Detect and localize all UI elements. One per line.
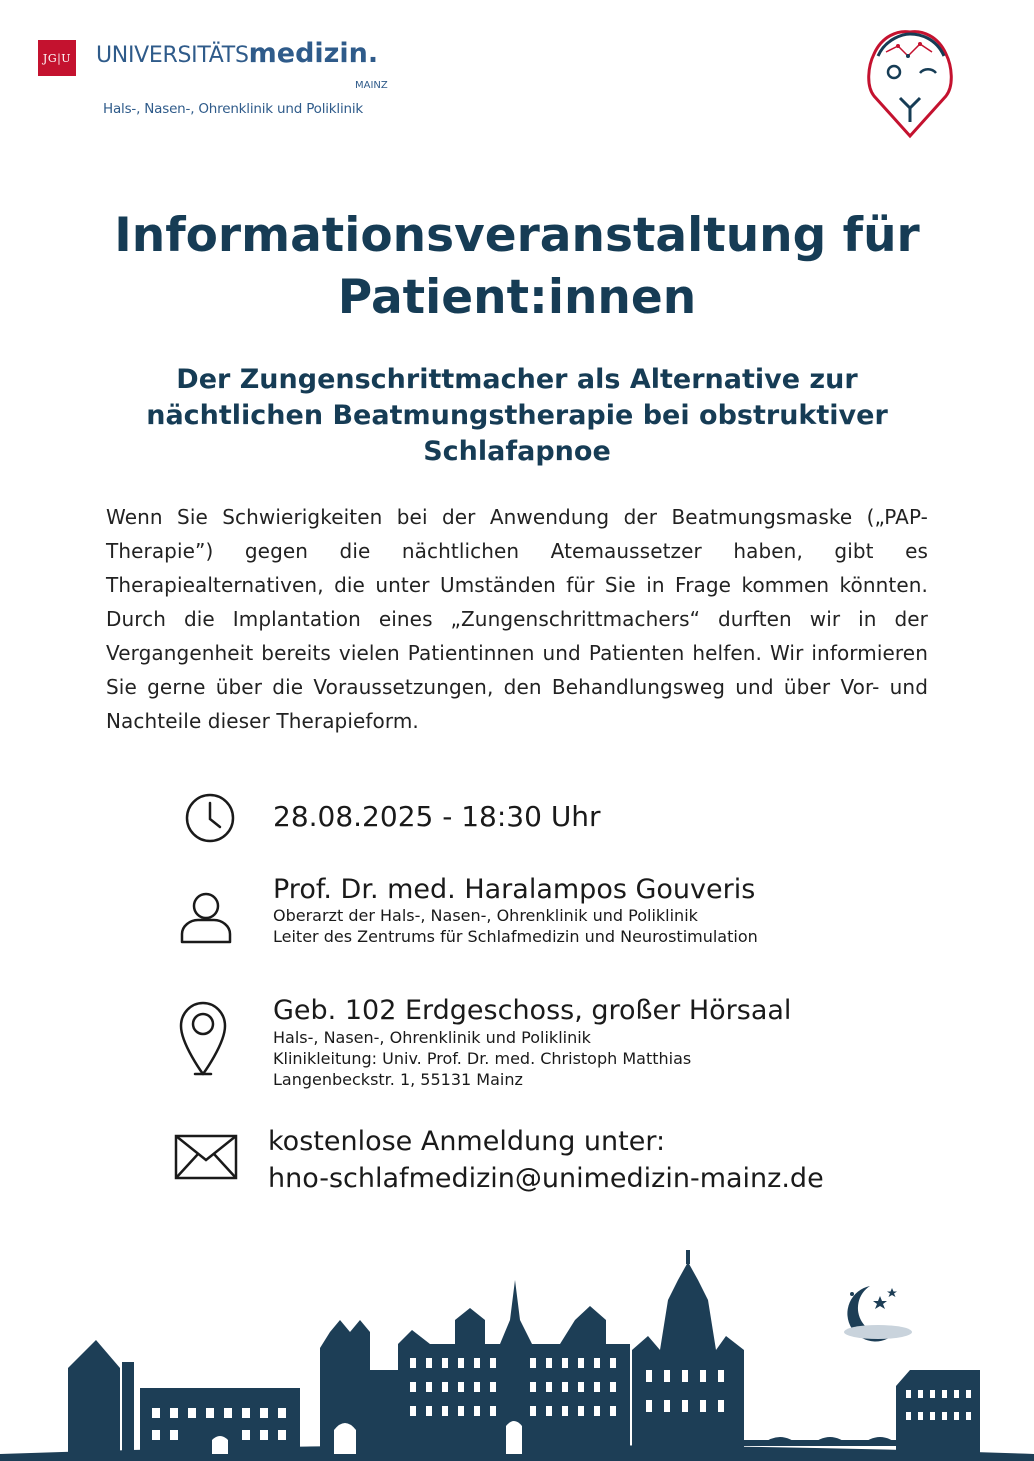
location-pin-icon <box>178 1000 228 1078</box>
jgu-logo: JG|U <box>38 40 76 76</box>
sleep-center-heart-logo <box>864 26 956 140</box>
title-line-2: Patient:innen <box>337 270 697 325</box>
page-title <box>0 205 1034 329</box>
brand-bold-text: medizin. <box>248 38 379 69</box>
title-line-1: Informationsveranstaltung für <box>114 208 920 263</box>
location-line-1: Hals-, Nasen-, Ohrenklinik und Poliklinik <box>273 1028 591 1047</box>
envelope-icon <box>174 1134 238 1180</box>
speaker-role-1: Oberarzt der Hals-, Nasen-, Ohrenklinik und Poliklinik <box>273 906 698 925</box>
mainz-skyline-illustration <box>0 1240 1034 1461</box>
speaker-block <box>273 874 758 947</box>
brand-city: MAINZ <box>355 80 388 91</box>
location-title: Geb. 102 Erdgeschoss, großer Hörsaal <box>273 995 792 1026</box>
speaker-name: Prof. Dr. med. Haralampos Gouveris <box>273 874 756 905</box>
clock-icon <box>184 792 236 844</box>
page-subtitle: Der Zungenschrittmacher als Alternative zur nächtlichen Beatmungstherapie bei obstruktiver Schlafapnoe <box>146 364 888 467</box>
registration-label: kostenlose Anmeldung unter: <box>268 1126 666 1157</box>
location-block <box>273 995 791 1090</box>
unimedizin-logo <box>96 38 378 69</box>
clinic-subtitle: Hals-, Nasen-, Ohrenklinik und Poliklinik <box>103 101 364 117</box>
person-icon <box>178 890 234 946</box>
brand-light-text: UNIVERSITÄTS <box>96 43 249 68</box>
intro-paragraph: Wenn Sie Schwierigkeiten bei der Anwendung der Beatmungsmaske („PAP-Therapie”) gegen die nächtlichen Atemaussetzer haben, gibt es Therapiealternativen, die unter Umständen für Sie in Frage kommen könnten. Durch die Implantation eines „Zungenschrittmachers“ durften wir in der Vergangenheit bereits vielen Patientinnen und Patienten helfen. Wir informieren Sie gerne über die Voraussetzungen, den Behandlungsweg und über Vor- und Nachteile dieser Therapieform. <box>106 505 928 733</box>
registration-email[interactable]: hno-schlafmedizin@unimedizin-mainz.de <box>268 1163 824 1194</box>
location-line-3: Langenbeckstr. 1, 55131 Mainz <box>273 1070 523 1089</box>
registration-block <box>268 1123 824 1197</box>
event-datetime: 28.08.2025 - 18:30 Uhr <box>273 800 601 833</box>
speaker-role-2: Leiter des Zentrums für Schlafmedizin und Neurostimulation <box>273 927 758 946</box>
location-line-2: Klinikleitung: Univ. Prof. Dr. med. Christoph Matthias <box>273 1049 692 1068</box>
